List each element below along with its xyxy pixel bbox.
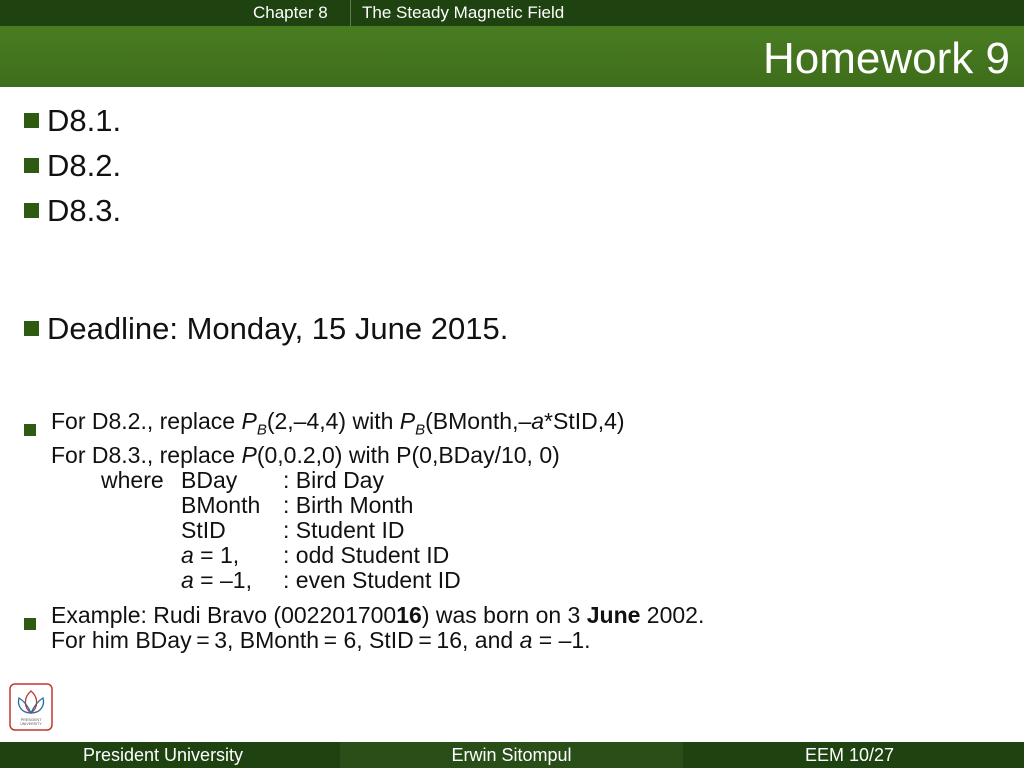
exercise-label: D8.1. xyxy=(47,102,122,138)
notes-item xyxy=(24,409,704,593)
svg-text:UNIVERSITY: UNIVERSITY xyxy=(20,722,42,726)
exercise-label: D8.2. xyxy=(47,147,122,183)
deadline-text: Deadline: Monday, 15 June 2015. xyxy=(47,310,509,346)
bullet-square-icon xyxy=(24,424,36,436)
note-line-d82: For D8.2., replace $P_B(2,-4,4)$ with $P_B(BMonth,-a*StID,4)$ xyxy=(51,408,625,439)
list-item xyxy=(24,98,121,143)
bullet-square-icon xyxy=(24,618,36,630)
bullet-square-icon xyxy=(24,203,39,218)
definition-row: a = 1, : odd Student ID xyxy=(181,541,450,568)
section-label: The Steady Magnetic Field xyxy=(362,3,565,22)
list-item xyxy=(24,143,121,188)
top-bar xyxy=(0,0,1024,26)
where-label: where xyxy=(101,466,164,493)
note-line-d83: For D8.3., replace P(0,0.2,0) with P(0,BDay/10, 0) xyxy=(51,441,560,468)
notes-block xyxy=(24,409,704,653)
definition-row: a = –1, : even Student ID xyxy=(181,566,461,593)
bullet-square-icon xyxy=(24,158,39,173)
exercise-label: D8.3. xyxy=(47,192,122,228)
chapter-label: Chapter 8 xyxy=(253,3,328,22)
exercise-list xyxy=(24,98,121,233)
footer xyxy=(0,742,1024,768)
divider xyxy=(350,0,351,26)
example-item xyxy=(24,603,704,653)
deadline-item xyxy=(24,306,508,351)
university-logo-icon xyxy=(9,683,53,731)
definition-row: where BDay : Bird Day xyxy=(101,466,384,493)
definition-row: StID : Student ID xyxy=(181,516,405,543)
definition-row: BMonth : Birth Month xyxy=(181,491,414,518)
example-line-1: Example: Rudi Bravo (00220170016) was born on 3 June 2002. xyxy=(51,601,705,628)
slide-title: Homework 9 xyxy=(763,34,1010,83)
bullet-square-icon xyxy=(24,321,39,336)
bullet-square-icon xyxy=(24,113,39,128)
list-item xyxy=(24,188,121,233)
title-bar xyxy=(0,26,1024,87)
footer-author: Erwin Sitompul xyxy=(340,742,683,768)
svg-text:PRESIDENT: PRESIDENT xyxy=(20,718,42,722)
footer-institution: President University xyxy=(83,745,244,765)
footer-page-number: EEM 10/27 xyxy=(805,745,895,765)
example-line-2: For him BDay = 3, BMonth = 6, StID = 16, and a = –1. xyxy=(51,626,591,653)
